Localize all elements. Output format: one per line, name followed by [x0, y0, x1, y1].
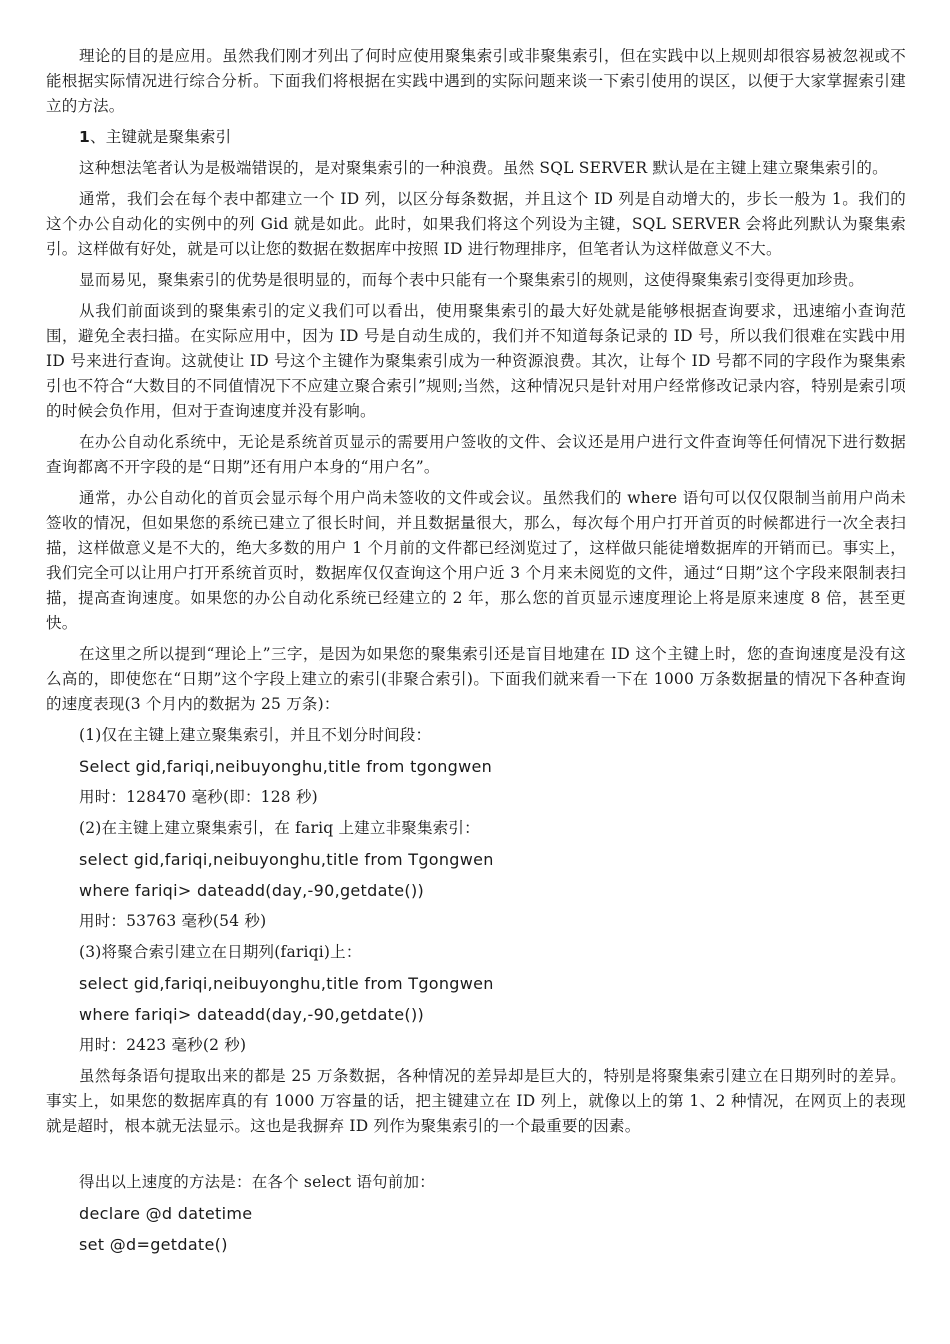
case-1-time: 用时：128470 毫秒(即：128 秒) — [79, 788, 318, 806]
case-3-label: (3)将聚合索引建立在日期列(fariqi)上： — [79, 943, 362, 961]
case-2-time: 用时：53763 毫秒(54 秒) — [79, 912, 267, 930]
case-3-time: 用时：2423 毫秒(2 秒) — [79, 1036, 247, 1054]
blank-line — [46, 1145, 906, 1170]
case-1-label: (1)仅在主键上建立聚集索引，并且不划分时间段： — [79, 726, 432, 744]
section-heading — [79, 125, 906, 150]
paragraph-4: 显而易见，聚集索引的优势是很明显的，而每个表中只能有一个聚集索引的规则，这使得聚集索引变得更加珍贵。 — [79, 271, 865, 289]
paragraph-9: 虽然每条语句提取出来的都是 25 万条数据，各种情况的差异却是巨大的，特别是将聚集索引建立在日期列时的差异。事实上，如果您的数据库真的有 1000 万容量的话，把主键建立在 ID 列上，就像以上的第 1、2 种情况，在网页上的表现就是超时，根本就无法显示。这也是我摒弃 ID 列作为聚集索引的一个最重要的因素。 — [46, 1067, 906, 1135]
section-number: 1 — [79, 128, 90, 146]
case-3-sql-select: select gid,fariqi,neibuyonghu,title from Tgongwen — [79, 974, 494, 993]
case-3-sql-where: where fariqi> dateadd(day,-90,getdate()) — [79, 1005, 425, 1024]
sql-declare-line: declare @d datetime — [79, 1204, 253, 1223]
sql-set-line: set @d=getdate() — [79, 1235, 228, 1254]
section-title: 、主键就是聚集索引 — [90, 128, 232, 146]
paragraph-7: 通常，办公自动化的首页会显示每个用户尚未签收的文件或会议。虽然我们的 where 语句可以仅仅限制当前用户尚未签收的情况，但如果您的系统已建立了很长时间，并且数据量很大，那么，每次每个用户打开首页的时候都进行一次全表扫描，这样做意义是不大的，绝大多数的用户 1 个月前的文件都已经浏览过了，这样做只能徒增数据库的开销而已。事实上，我们完全可以让用户打开系统首页时，数据库仅仅查询这个用户近 3 个月来未阅览的文件，通过“日期”这个字段来限制表扫描，提高查询速度。如果您的办公自动化系统已经建立的 2 年，那么您的首页显示速度理论上将是原来速度 8 倍，甚至更快。 — [46, 489, 906, 632]
case-2-label: (2)在主键上建立聚集索引，在 fariq 上建立非聚集索引： — [79, 819, 480, 837]
paragraph-8: 在这里之所以提到“理论上”三字，是因为如果您的聚集索引还是盲目地建在 ID 这个主键上时，您的查询速度是没有这么高的，即使您在“日期”这个字段上建立的索引(非聚合索引)。下面我们就来看一下在 1000 万条数据量的情况下各种查询的速度表现(3 个月内的数据为 25 万条)： — [46, 645, 906, 713]
paragraph-5: 从我们前面谈到的聚集索引的定义我们可以看出，使用聚集索引的最大好处就是能够根据查询要求，迅速缩小查询范围，避免全表扫描。在实际应用中，因为 ID 号是自动生成的，我们并不知道每条记录的 ID 号，所以我们很难在实践中用 ID 号来进行查询。这就使让 ID 号这个主键作为聚集索引成为一种资源浪费。其次，让每个 ID 号都不同的字段作为聚集索引也不符合“大数目的不同值情况下不应建立聚合索引”规则;当然，这种情况只是针对用户经常修改记录内容，特别是索引项的时候会负作用，但对于查询速度并没有影响。 — [46, 302, 906, 420]
case-2-sql-select: select gid,fariqi,neibuyonghu,title from Tgongwen — [79, 850, 494, 869]
paragraph-3: 通常，我们会在每个表中都建立一个 ID 列，以区分每条数据，并且这个 ID 列是自动增大的，步长一般为 1。我们的这个办公自动化的实例中的列 Gid 就是如此。此时，如果我们将这个列设为主键，SQL SERVER 会将此列默认为聚集索引。这样做有好处，就是可以让您的数据在数据库中按照 ID 进行物理排序，但笔者认为这样做意义不大。 — [46, 190, 906, 258]
paragraph-6: 在办公自动化系统中，无论是系统首页显示的需要用户签收的文件、会议还是用户进行文件查询等任何情况下进行数据查询都离不开字段的是“日期”还有用户本身的“用户名”。 — [46, 433, 906, 476]
case-1-sql: Select gid,fariqi,neibuyonghu,title from tgongwen — [79, 757, 493, 776]
paragraph-2: 这种想法笔者认为是极端错误的，是对聚集索引的一种浪费。虽然 SQL SERVER 默认是在主键上建立聚集索引的。 — [79, 159, 888, 177]
paragraph-10: 得出以上速度的方法是：在各个 select 语句前加： — [79, 1173, 435, 1191]
case-2-sql-where: where fariqi> dateadd(day,-90,getdate()) — [79, 881, 425, 900]
paragraph-intro: 理论的目的是应用。虽然我们刚才列出了何时应使用聚集索引或非聚集索引，但在实践中以上规则却很容易被忽视或不能根据实际情况进行综合分析。下面我们将根据在实践中遇到的实际问题来谈一下索引使用的误区，以便于大家掌握索引建立的方法。 — [46, 47, 906, 115]
